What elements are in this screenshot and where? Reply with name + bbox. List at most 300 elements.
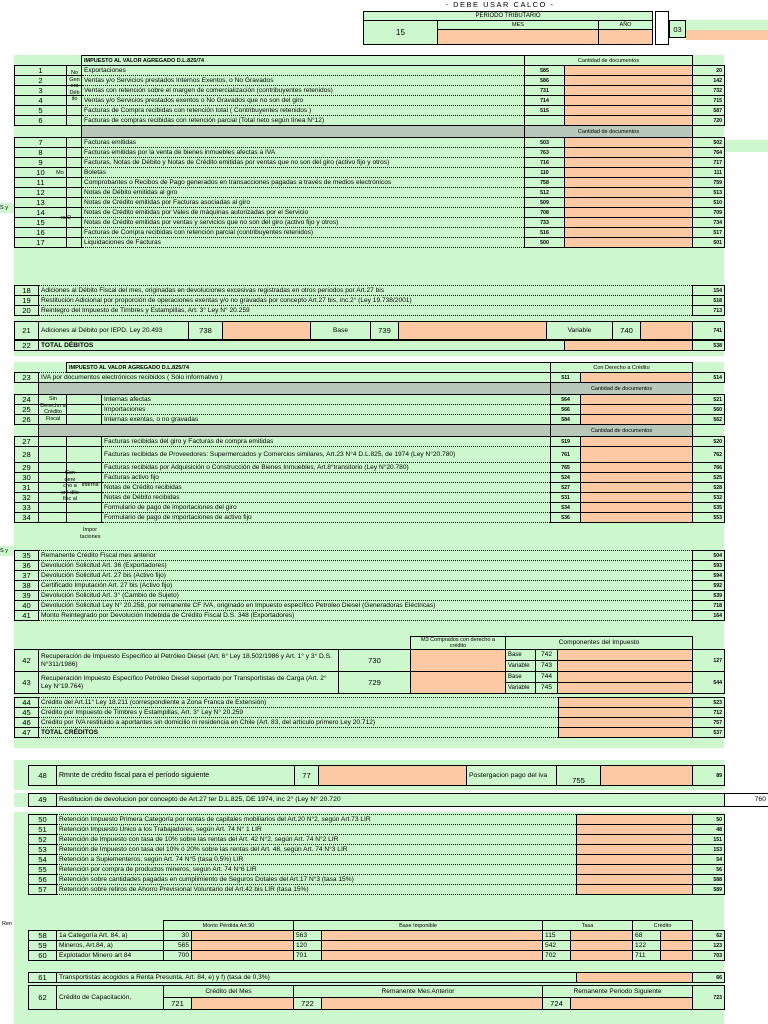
table-row xyxy=(15,698,725,708)
row-42-code-r: 127 xyxy=(693,650,725,672)
row-23-code-r: 514 xyxy=(693,373,725,383)
row-tasa-code: 702 xyxy=(543,951,571,961)
row-code-right: 712 xyxy=(693,708,725,718)
row-code-right: 715 xyxy=(693,96,725,106)
row-code: 515 xyxy=(525,106,565,116)
row-input[interactable] xyxy=(581,513,693,523)
row-base-code: 701 xyxy=(294,951,322,961)
row-input[interactable] xyxy=(581,447,693,463)
row-desc: Retención a Suplementeros, según Art. 74 N°5 (tasa 0,5%) LIR xyxy=(57,855,577,865)
row-49-number: 49 xyxy=(29,794,57,807)
row-side-cell xyxy=(67,198,82,208)
row-43-var-label: Variable xyxy=(506,683,536,694)
row-code: 586 xyxy=(525,76,565,86)
row-desc: Notas de Crédito emitidas por Vales de máquinas autorizadas por el Servicio xyxy=(82,208,525,218)
row-42-code: 730 xyxy=(339,650,411,672)
row-49-desc: Restitucion de devolucion por concepto de Art.27 ter D.L.825, DE 1974, inc 2° (Ley N° 20.720 xyxy=(57,794,725,807)
row-desc: Ventas y/o Servicios prestados Internos Exentos, o No Gravados xyxy=(82,76,525,86)
row-number: 11 xyxy=(15,178,67,188)
hdr-credito: Crédito xyxy=(633,921,693,931)
row-23-code: 511 xyxy=(551,373,581,383)
row-43-input-745[interactable] xyxy=(558,683,693,694)
row-input[interactable] xyxy=(565,168,693,178)
row-input[interactable] xyxy=(565,238,693,248)
table-row xyxy=(15,571,725,581)
row-side-cell-2 xyxy=(67,447,102,463)
row-23-input[interactable] xyxy=(581,373,693,383)
row-input[interactable] xyxy=(565,198,693,208)
row-21-input-738[interactable] xyxy=(223,322,311,340)
row-input[interactable] xyxy=(565,218,693,228)
row-61-desc: Transportistas acogidos a Renta Presunta, Art. 84, e) y f) (tasa de 0,3%) xyxy=(57,973,577,983)
row-side-cell xyxy=(67,158,82,168)
row-code: 509 xyxy=(525,198,565,208)
table-rows-42-43 xyxy=(14,636,725,694)
row-desc: Internas exentas, o no gravadas xyxy=(102,415,551,425)
row-input[interactable] xyxy=(565,106,693,116)
row-code: 531 xyxy=(551,493,581,503)
row-code-right: 560 xyxy=(693,405,725,415)
hdr-base: Base Imponible xyxy=(294,921,543,931)
row-42-base-label: Base xyxy=(506,650,536,661)
row-input[interactable] xyxy=(577,845,693,855)
row-code-right: 50 xyxy=(693,815,725,825)
row-code-right: 703 xyxy=(693,951,725,961)
row-code: 500 xyxy=(525,238,565,248)
table-section-2 xyxy=(14,362,725,523)
row-credito-code: 711 xyxy=(633,951,661,961)
row-input[interactable] xyxy=(581,483,693,493)
row-number: 10 xyxy=(15,168,67,178)
mes-label: MES xyxy=(437,20,599,30)
table-row xyxy=(15,66,725,76)
row-22-code: 538 xyxy=(693,341,725,351)
header-title: - DEBE USAR CALCO - xyxy=(445,0,555,9)
row-code-right: 48 xyxy=(693,825,725,835)
side-mo: Mo xyxy=(56,170,64,176)
row-number: 53 xyxy=(29,845,57,855)
row-number: 3 xyxy=(15,86,67,96)
row-side-cell xyxy=(67,228,82,238)
row-desc: TOTAL CRÉDITOS xyxy=(39,728,559,738)
row-code: 585 xyxy=(525,66,565,76)
row-21-code-739: 739 xyxy=(371,322,399,340)
row-61-input[interactable] xyxy=(577,973,693,983)
header-strip-peach xyxy=(686,30,768,40)
row-number: 33 xyxy=(15,503,39,513)
mes-input[interactable] xyxy=(437,29,599,45)
row-code-right: 562 xyxy=(693,415,725,425)
row-desc: Retención Impuesto Único a los Trabajadores, según Art. 74 N° 1 LIR xyxy=(57,825,577,835)
row-input[interactable] xyxy=(577,885,693,895)
m3-label: M3 Comprados con derecho a crédito xyxy=(411,637,506,650)
row-input[interactable] xyxy=(565,178,693,188)
row-62-code-724: 724 xyxy=(543,998,571,1010)
row-desc: Devolución Solicitud Art. 36 (Exportadores) xyxy=(39,561,693,571)
row-62-input-722[interactable] xyxy=(322,998,543,1010)
row-code-right: 151 xyxy=(693,835,725,845)
row-number: 8 xyxy=(15,148,67,158)
row-21-input-740[interactable] xyxy=(641,322,693,340)
table-row xyxy=(15,415,725,425)
row-number: 16 xyxy=(15,228,67,238)
row-code: 714 xyxy=(525,96,565,106)
table-row xyxy=(15,718,725,728)
row-input[interactable] xyxy=(581,493,693,503)
row-desc: Crédito por IVA restituido a aportantes sin domicilio ni residencia en Chile (Art. 83, del artículo primero Ley 20.712) xyxy=(39,718,559,728)
row-credito-input[interactable] xyxy=(661,951,693,961)
row-code-right: 532 xyxy=(693,493,725,503)
row-credito-input[interactable] xyxy=(661,931,693,941)
row-desc: Certificado Imputación Art. 27 bis (Activo fijo) xyxy=(39,581,693,591)
row-input[interactable] xyxy=(565,228,693,238)
side-ren: Ren xyxy=(1,921,13,927)
s2-con-derecho: Con Derecho a Crédito xyxy=(551,363,693,373)
row-61-number: 61 xyxy=(29,973,57,983)
row-number: 20 xyxy=(15,306,39,316)
row-input[interactable] xyxy=(559,708,693,718)
row-input[interactable] xyxy=(581,463,693,473)
row-48-input-755[interactable] xyxy=(601,766,693,786)
row-desc: Formulario de pago de importaciones del giro xyxy=(102,503,551,513)
table-row xyxy=(29,855,725,865)
row-input[interactable] xyxy=(565,138,693,148)
row-code: 110 xyxy=(525,168,565,178)
row-62-code-722: 722 xyxy=(294,998,322,1010)
row-number: 45 xyxy=(15,708,39,718)
row-number: 24 xyxy=(15,395,39,405)
row-number: 39 xyxy=(15,591,39,601)
row-input[interactable] xyxy=(559,718,693,728)
table-row xyxy=(15,561,725,571)
code-15: 15 xyxy=(363,20,438,45)
table-row xyxy=(15,493,725,503)
row-input[interactable] xyxy=(577,855,693,865)
row-code-right: 593 xyxy=(693,561,725,571)
row-48-code-77: 77 xyxy=(295,766,319,786)
row-number: 56 xyxy=(29,875,57,885)
row-43-code-744: 744 xyxy=(536,672,558,683)
row-22-number: 22 xyxy=(15,341,39,351)
s1-cant-docs-2: Cantidad de documentos xyxy=(525,126,693,138)
row-desc: Retención por compra de productos mineros, según Art. 74 N°6 LIR xyxy=(57,865,577,875)
row-code: 536 xyxy=(551,513,581,523)
row-input[interactable] xyxy=(565,96,693,106)
row-desc: Facturas emitidas xyxy=(82,138,525,148)
row-number: 46 xyxy=(15,718,39,728)
row-code-right: 720 xyxy=(693,116,725,126)
row-base-code: 120 xyxy=(294,941,322,951)
s2-title: IMPUESTO AL VALOR AGREGADO D.L.825/74 xyxy=(67,363,551,373)
row-input[interactable] xyxy=(565,76,693,86)
row-desc: Notas de Débito emitidas al giro xyxy=(82,188,525,198)
hdr-monto: Monto Pérdida Art.90 xyxy=(164,921,294,931)
table-row xyxy=(15,86,725,96)
table-row xyxy=(15,106,725,116)
row-43-input[interactable] xyxy=(411,672,506,694)
row-code-right: 757 xyxy=(693,718,725,728)
row-credito-input[interactable] xyxy=(661,941,693,951)
row-43-code-r: 544 xyxy=(693,672,725,694)
row-number: 27 xyxy=(15,437,39,447)
table-row xyxy=(29,941,725,951)
table-row xyxy=(29,815,725,825)
row-monto-input[interactable] xyxy=(192,951,294,961)
s2-cant-docs: Cantidad de documentos xyxy=(551,383,693,395)
ano-input[interactable] xyxy=(598,29,653,45)
row-62-input-721[interactable] xyxy=(192,998,294,1010)
row-side-cell xyxy=(67,238,82,248)
row-number: 44 xyxy=(15,698,39,708)
row-48-code-r: 89 xyxy=(693,766,725,786)
row-number: 55 xyxy=(29,865,57,875)
row-22-input[interactable] xyxy=(565,341,693,351)
row-input[interactable] xyxy=(577,815,693,825)
row-monto-input[interactable] xyxy=(192,941,294,951)
row-42-var-label: Variable xyxy=(506,661,536,672)
table-row xyxy=(15,728,725,738)
table-row xyxy=(15,76,725,86)
table-row xyxy=(29,835,725,845)
row-desc: Internas afectas xyxy=(102,395,551,405)
row-desc: Explotador Minero art 84 xyxy=(57,951,164,961)
row-desc: Devolución Solicitud Art. 27 bis (Activo fijo) xyxy=(39,571,693,581)
table-row-22 xyxy=(14,340,725,351)
row-input[interactable] xyxy=(565,208,693,218)
row-43-input-744[interactable] xyxy=(558,672,693,683)
side-con-derecho: Con dere cho a cré dito fisc al xyxy=(60,470,80,502)
row-desc: Crédito por Impuesto de Timbres y Estampillas, Art. 3° Ley N° 20.259 xyxy=(39,708,559,718)
row-code-right: 759 xyxy=(693,178,725,188)
row-62-input-724[interactable] xyxy=(571,998,693,1010)
row-43-base-label: Base xyxy=(506,672,536,683)
row-desc: Comprobantes o Recibos de Pago generados en transacciones pagadas a través de medios electrónicos xyxy=(82,178,525,188)
row-code-right: 717 xyxy=(693,158,725,168)
row-code-right: 594 xyxy=(693,571,725,581)
row-side-cell xyxy=(67,188,82,198)
row-code: 534 xyxy=(551,503,581,513)
row-input[interactable] xyxy=(581,473,693,483)
table-row xyxy=(15,218,725,228)
row-code-right: 520 xyxy=(693,437,725,447)
row-input[interactable] xyxy=(559,698,693,708)
row-desc: Retención Impuesto Primera Categoría por rentas de capitales mobiliarios del Art.20 N°2, según Art.73 LIR xyxy=(57,815,577,825)
row-number: 51 xyxy=(29,825,57,835)
row-side-cell-2 xyxy=(67,395,102,405)
row-input[interactable] xyxy=(577,825,693,835)
row-input[interactable] xyxy=(581,395,693,405)
row-code: 758 xyxy=(525,178,565,188)
row-input[interactable] xyxy=(565,66,693,76)
table-row-61 xyxy=(28,972,725,983)
row-code-right: 537 xyxy=(693,728,725,738)
row-code-right: 528 xyxy=(693,483,725,493)
row-monto-code: 565 xyxy=(164,941,192,951)
row-tasa-input[interactable] xyxy=(571,931,633,941)
componentes-label: Componentes del Impuesto xyxy=(506,637,693,650)
row-code-right: 709 xyxy=(693,208,725,218)
row-desc: Facturas emitidas por la venta de bienes inmuebles afectas a IVA xyxy=(82,148,525,158)
table-row-62 xyxy=(28,985,725,1010)
row-input[interactable] xyxy=(577,875,693,885)
row-code-right: 713 xyxy=(693,306,725,316)
row-desc: Notas de Débito recibidas xyxy=(102,493,551,503)
row-input[interactable] xyxy=(565,188,693,198)
row-base-input[interactable] xyxy=(322,931,543,941)
row-input[interactable] xyxy=(565,148,693,158)
row-number: 28 xyxy=(15,447,39,463)
row-desc: Crédito del Art.11° Ley 18.211 (correspondiente a Zona Franca de Extensión) xyxy=(39,698,559,708)
side-ra-d: ra D xyxy=(60,215,72,221)
row-input[interactable] xyxy=(577,835,693,845)
row-number: 36 xyxy=(15,561,39,571)
side-sy-2: S y xyxy=(0,546,14,556)
row-code: 708 xyxy=(525,208,565,218)
row-monto-code: 30 xyxy=(164,931,192,941)
row-code: 516 xyxy=(525,228,565,238)
row-21-input-739[interactable] xyxy=(399,322,547,340)
row-side-cell xyxy=(67,148,82,158)
row-input[interactable] xyxy=(565,86,693,96)
header-strip-green xyxy=(686,20,768,30)
row-desc: Ventas con retención sobre el margen de comercialización (contribuyentes retenidos) xyxy=(82,86,525,96)
row-code: 503 xyxy=(525,138,565,148)
row-62-h1: Crédito del Mes xyxy=(164,986,294,998)
row-tasa-input[interactable] xyxy=(571,951,633,961)
row-number: 41 xyxy=(15,611,39,621)
row-tasa-code: 115 xyxy=(543,931,571,941)
row-input[interactable] xyxy=(581,405,693,415)
table-row xyxy=(15,601,725,611)
table-row xyxy=(15,611,725,621)
table-row-21 xyxy=(14,321,725,340)
row-desc: Facturas recibidas de Proveedores: Supermercados y Comercios similares, Art.23 N°4 D.L.825, de 1974 (Ley N°20.780) xyxy=(102,447,551,463)
row-number: 40 xyxy=(15,601,39,611)
row-number: 50 xyxy=(29,815,57,825)
row-desc: Devolución Solicitud Ley N° 20.258, por remanente CF IVA, originado en Impuesto específico Petroleo Diesel (Generadoras Eléctricas) xyxy=(39,601,693,611)
s1-cant-docs: Cantidad de documentos xyxy=(525,56,693,66)
row-code-right: 517 xyxy=(693,228,725,238)
row-base-input[interactable] xyxy=(322,941,543,951)
row-code-right: 732 xyxy=(693,86,725,96)
row-code: 524 xyxy=(551,473,581,483)
row-desc: Ventas y/o Servicios prestados exentos o No Gravados que no son del giro xyxy=(82,96,525,106)
row-desc: Retención de Impuesto con tasa del 10% ó 20% sobre las rentas del Art. 48, según Art. 74 N°3 LIR xyxy=(57,845,577,855)
row-desc: Facturas de Compra recibidas con retención total ( Contribuyentes retenidos ) xyxy=(82,106,525,116)
row-number: 30 xyxy=(15,473,39,483)
row-code-right: 123 xyxy=(693,941,725,951)
row-number: 19 xyxy=(15,296,39,306)
row-desc: Mineros, Art.84, a) xyxy=(57,941,164,951)
row-input[interactable] xyxy=(581,503,693,513)
row-desc: Restitución Adicional por proporción de operaciones exentas y/o no gravadas por concepto Art.27 bis, inc.2° (Ley 19.738/2001) xyxy=(39,296,693,306)
row-42-input-742[interactable] xyxy=(558,650,693,661)
row-desc: Reintegro del Impuesto de Timbres y Estampillas, Art. 3° Ley N° 20.259 xyxy=(39,306,693,316)
row-desc: Exportaciones xyxy=(82,66,525,76)
side-interna: Interna xyxy=(81,482,99,488)
table-section-1 xyxy=(14,55,725,248)
row-desc: Devolución Solicitud Art. 3° (Cambio de Sujeto) xyxy=(39,591,693,601)
row-tasa-input[interactable] xyxy=(571,941,633,951)
table-row xyxy=(29,931,725,941)
row-code-right: 588 xyxy=(693,875,725,885)
row-input[interactable] xyxy=(577,865,693,875)
table-section-4b xyxy=(28,920,725,961)
row-input[interactable] xyxy=(581,437,693,447)
row-base-input[interactable] xyxy=(322,951,543,961)
row-code-right: 504 xyxy=(693,551,725,561)
row-number: 60 xyxy=(29,951,57,961)
row-code-right: 523 xyxy=(693,698,725,708)
table-row xyxy=(15,238,725,248)
row-23-number: 23 xyxy=(15,373,39,383)
row-code: 527 xyxy=(551,483,581,493)
row-input[interactable] xyxy=(565,116,693,126)
row-42-code-742: 742 xyxy=(536,650,558,661)
row-23-desc: IVA por documentos electrónicos recibidos ( Sólo informativo ) xyxy=(39,373,551,383)
row-tasa-code: 542 xyxy=(543,941,571,951)
row-21-number: 21 xyxy=(15,322,39,340)
row-21-desc: Adiciones al Débito por IEPD. Ley 20.493 xyxy=(39,322,189,340)
table-section-2d xyxy=(14,697,725,738)
row-48-input[interactable] xyxy=(319,766,467,786)
table-row xyxy=(15,395,725,405)
row-code-right: 521 xyxy=(693,395,725,405)
row-code-right: 111 xyxy=(693,168,725,178)
row-input[interactable] xyxy=(559,728,693,738)
code-03: 03 xyxy=(669,20,686,38)
row-62-code: 723 xyxy=(693,986,725,1010)
row-desc: Retención sobre cantidades pagadas en cumplimiento de Seguros Dotales del Art.17 N°3 (tasa 15%) xyxy=(57,875,577,885)
row-42-desc: Recuperación de Impuesto Específico al Petróleo Diesel (Art. 6° Ley 18.502/1986 y Art. 1° y 3° D.S. N°311/1986) xyxy=(39,650,339,672)
row-number: 13 xyxy=(15,198,67,208)
row-base-code: 563 xyxy=(294,931,322,941)
row-side-cell-2 xyxy=(67,405,102,415)
row-42-input[interactable] xyxy=(411,650,506,672)
table-row xyxy=(15,198,725,208)
row-number: 59 xyxy=(29,941,57,951)
row-monto-code: 700 xyxy=(164,951,192,961)
row-monto-input[interactable] xyxy=(192,931,294,941)
table-row xyxy=(29,845,725,855)
row-side-cell xyxy=(67,178,82,188)
row-21-code-740: 740 xyxy=(613,322,641,340)
row-number: 52 xyxy=(29,835,57,845)
row-62-h2: Remanente Mes Anterior xyxy=(294,986,543,998)
row-42-input-743[interactable] xyxy=(558,661,693,672)
side-sy-1: S y xyxy=(0,203,14,213)
row-43-desc: Recuperación Impuesto Específico Petróleo Diesel soportado por Transportistas de Carga (Art. 2° Ley N°19.764) xyxy=(39,672,339,694)
side-no-genera-debito: No Gen era Déb ito xyxy=(69,70,80,102)
row-number: 5 xyxy=(15,106,67,116)
table-row xyxy=(15,138,725,148)
side-importaciones: Impor taciones xyxy=(80,527,101,540)
row-code: 765 xyxy=(551,463,581,473)
row-code xyxy=(525,116,565,126)
row-input[interactable] xyxy=(581,415,693,425)
row-code-right: 525 xyxy=(693,473,725,483)
row-code: 512 xyxy=(525,188,565,198)
row-61-code: 66 xyxy=(693,973,725,983)
row-number: 38 xyxy=(15,581,39,591)
row-input[interactable] xyxy=(565,158,693,168)
separator-box xyxy=(655,11,669,45)
row-credito-code: 68 xyxy=(633,931,661,941)
row-number: 25 xyxy=(15,405,39,415)
row-desc: Facturas de compras recibidas con retención parcial (Total neto según línea N°12) xyxy=(82,116,525,126)
row-code: 564 xyxy=(551,395,581,405)
table-row xyxy=(29,951,725,961)
